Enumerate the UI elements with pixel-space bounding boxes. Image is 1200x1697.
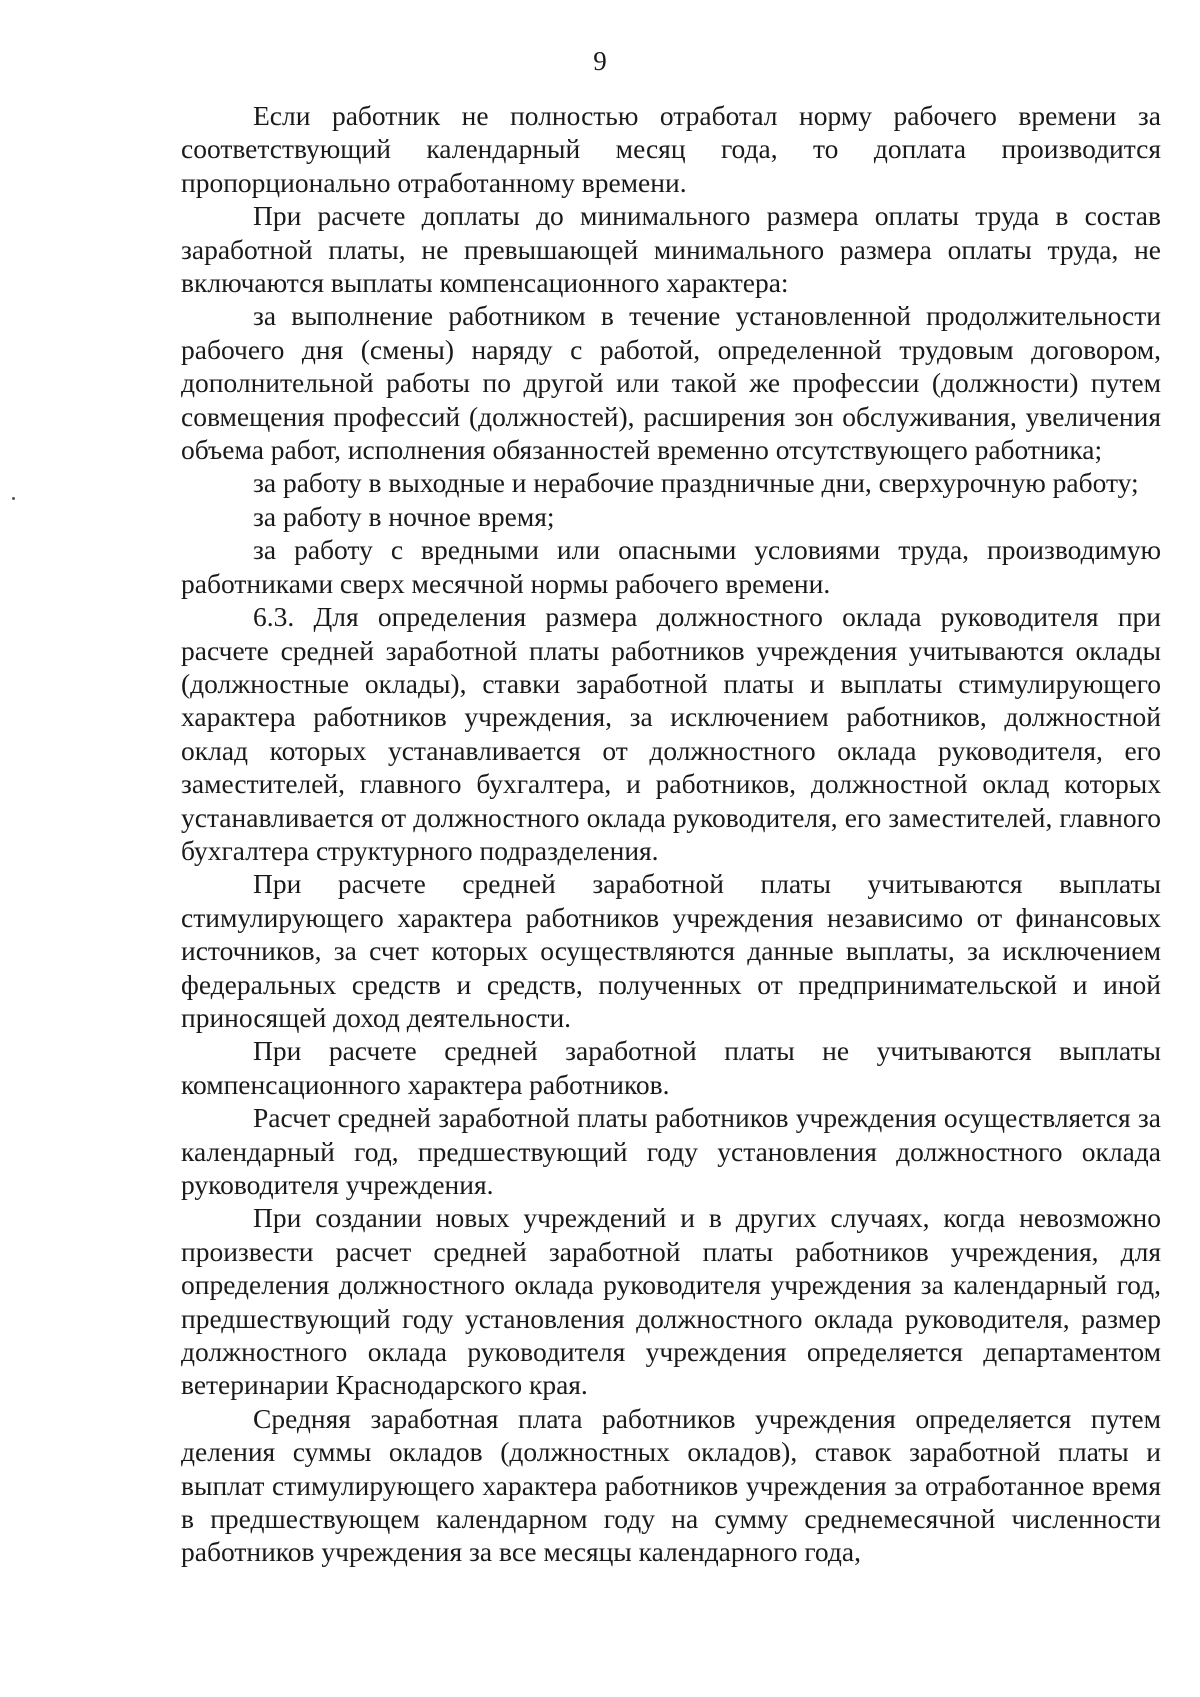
paragraph: за работу в ночное время; bbox=[253, 500, 555, 532]
document-body bbox=[181, 99, 1161, 1569]
page-number: 9 bbox=[593, 46, 607, 76]
paragraph: Расчет средней заработной платы работников учреждения осуществляется за календарный год, предшествующий году установления должностного оклада руководителя учреждения. bbox=[181, 1102, 1161, 1200]
paragraph: При расчете доплаты до минимального размера оплаты труда в состав заработной платы, не превышающей минимального размера оплаты труда, не включаются выплаты компенсационного характера: bbox=[181, 200, 1161, 299]
paragraph: за выполнение работником в течение установленной продолжительности рабочего дня (смены) наряду с работой, определенной трудовым договором, дополнительной работы по другой или такой же профессии (должности) путем совмещения профессий (должностей), расширения зон обслуживания, увеличения объема работ, исполнения обязанностей временно отсутствующего работника; bbox=[181, 300, 1161, 466]
paragraph: Если работник не полностью отработал норму рабочего времени за соответствующий календарный месяц года, то доплата производится пропорционально отработанному времени. bbox=[181, 100, 1161, 198]
paragraph: за работу в выходные и нерабочие праздничные дни, сверхурочную работу; bbox=[253, 467, 1139, 499]
paragraph: Средняя заработная плата работников учреждения определяется путем деления суммы окладов (должностных окладов), ставок заработной платы и выплат стимулирующего характера работников учреждения за отработанное время в предшествующем календарном году на сумму среднемесячной численности работников учреждения за все месяцы календарного года, bbox=[181, 1402, 1161, 1568]
paragraph: При расчете средней заработной платы не учитываются выплаты компенсационного характера работников. bbox=[181, 1035, 1161, 1100]
scan-speck bbox=[12, 497, 15, 500]
paragraph: 6.3. Для определения размера должностного оклада руководителя при расчете средней заработной платы работников учреждения учитываются оклады (должностные оклады), ставки заработной платы и выплаты стимулирующего характера работников учреждения, за исключением работников, должностной оклад которых устанавливается от должностного оклада руководителя, его заместителей, главного бухгалтера, и работников, должностной оклад которых устанавливается от должностного оклада руководителя, его заместителей, главного бухгалтера структурного подразделения. bbox=[181, 601, 1161, 866]
paragraph: При создании новых учреждений и в других случаях, когда невозможно произвести расчет средней заработной платы работников учреждения, для определения должностного оклада руководителя учреждения за календарный год, предшествующий году установления должностного оклада руководителя, размер должностного оклада руководителя учреждения определяется департаментом ветеринарии Краснодарского края. bbox=[181, 1202, 1161, 1401]
paragraph: за работу с вредными или опасными условиями труда, производимую работниками сверх месячной нормы рабочего времени. bbox=[181, 534, 1161, 599]
paragraph: При расчете средней заработной платы учитываются выплаты стимулирующего характера работников учреждения независимо от финансовых источников, за счет которых осуществляются данные выплаты, за исключением федеральных средств и средств, полученных от предпринимательской и иной приносящей доход деятельности. bbox=[181, 868, 1161, 1033]
